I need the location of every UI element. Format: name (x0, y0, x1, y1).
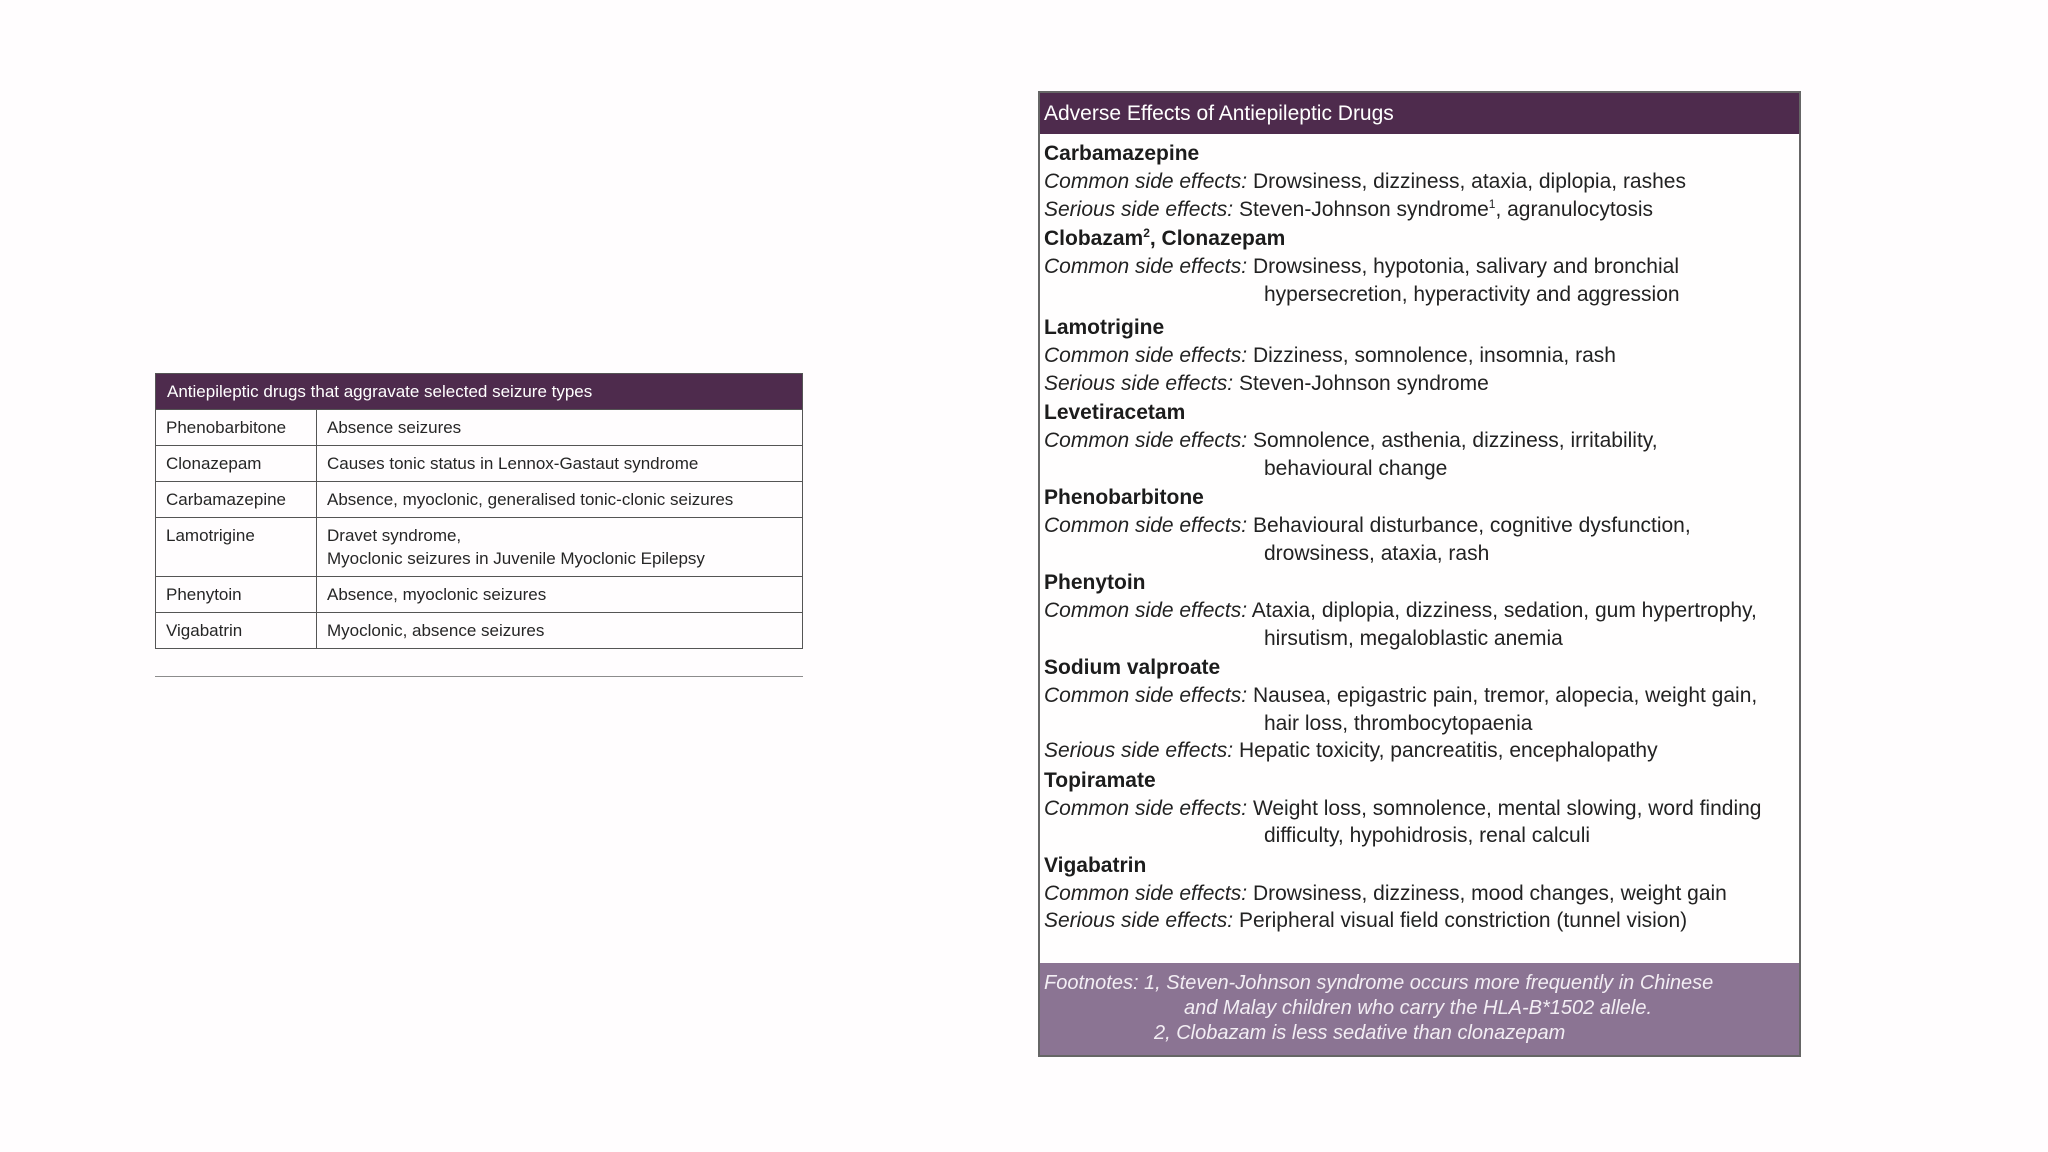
common-label: Common side effects: (1044, 514, 1248, 537)
drug-name: Sodium valproate (1044, 656, 1221, 679)
common-text: Ataxia, diplopia, dizziness, sedation, gum hypertrophy, (1251, 599, 1757, 622)
drug-entry-topiramate (1044, 767, 1795, 850)
table-row (156, 482, 803, 518)
common-text: Dizziness, somnolence, insomnia, rash (1252, 344, 1616, 367)
serious-label: Serious side effects: (1044, 909, 1234, 932)
drug-cell: Lamotrigine (156, 518, 317, 577)
drug-name: Phenytoin (1044, 571, 1146, 594)
panel-title: Adverse Effects of Antiepileptic Drugs (1040, 93, 1799, 134)
serious-label: Serious side effects: (1044, 739, 1234, 762)
footnote-marker: 1 (1488, 196, 1496, 211)
drug-entry-phenytoin (1044, 569, 1795, 652)
drug-cell: Carbamazepine (156, 482, 317, 518)
common-effects (1044, 342, 1795, 370)
common-effects (1044, 168, 1795, 196)
effect-line: Dravet syndrome, (327, 526, 462, 545)
common-label: Common side effects: (1044, 599, 1248, 622)
serious-text: Steven-Johnson syndrome (1238, 371, 1489, 395)
serious-label: Serious side effects: (1044, 371, 1234, 395)
effect-line: Myoclonic seizures in Juvenile Myoclonic Epilepsy (327, 549, 705, 568)
common-text-cont: drowsiness, ataxia, rash (1264, 541, 1490, 565)
serious-effects (1044, 196, 1795, 224)
common-text: Behavioural disturbance, cognitive dysfunction, (1252, 514, 1691, 537)
common-label: Common side effects: (1044, 255, 1248, 278)
drug-name: Lamotrigine (1044, 316, 1165, 339)
table-row (156, 577, 803, 613)
common-effects (1044, 253, 1795, 308)
serious-text: Peripheral visual field constriction (tunnel vision) (1238, 909, 1688, 932)
effect-cell: Absence, myoclonic seizures (317, 577, 803, 613)
common-label: Common side effects: (1044, 881, 1248, 905)
common-text: Somnolence, asthenia, dizziness, irritability, (1252, 429, 1658, 452)
table-title: Antiepileptic drugs that aggravate selected seizure types (156, 374, 803, 410)
drug-name: Vigabatrin (1044, 853, 1147, 877)
drug-entry-phenobarbitone (1044, 484, 1795, 567)
effect-cell (317, 518, 803, 577)
drug-cell: Phenobarbitone (156, 410, 317, 446)
table-row (156, 410, 803, 446)
common-text-cont: difficulty, hypohidrosis, renal calculi (1264, 824, 1591, 847)
drug-entry-carbamazepine (1044, 140, 1795, 223)
common-text-cont: behavioural change (1264, 456, 1448, 480)
adverse-effects-panel (1038, 91, 1801, 1057)
common-effects (1044, 795, 1795, 850)
footnote-line: Footnotes: 1, Steven-Johnson syndrome occurs more frequently in Chinese (1044, 972, 1714, 994)
footnote-marker: 2 (1143, 226, 1150, 240)
common-text: Drowsiness, hypotonia, salivary and bronchial (1252, 255, 1679, 278)
drug-name-tail: , Clonazepam (1149, 227, 1286, 250)
table-row (156, 518, 803, 577)
common-label: Common side effects: (1044, 344, 1248, 367)
common-text-cont: hypersecretion, hyperactivity and aggression (1264, 282, 1680, 306)
common-effects (1044, 880, 1795, 908)
serious-effects (1044, 370, 1795, 398)
drug-list (1040, 134, 1799, 935)
serious-text: Steven-Johnson syndrome (1238, 197, 1489, 221)
serious-label: Serious side effects: (1044, 197, 1234, 221)
footnote-line: and Malay children who carry the HLA-B*1502 allele. (1184, 997, 1653, 1019)
common-text: Weight loss, somnolence, mental slowing, word finding (1252, 796, 1762, 820)
common-effects (1044, 427, 1795, 482)
common-effects (1044, 597, 1795, 652)
table-row (156, 613, 803, 649)
common-effects (1044, 682, 1795, 737)
common-label: Common side effects: (1044, 684, 1248, 707)
drug-cell: Vigabatrin (156, 613, 317, 649)
aggravating-drugs-table (155, 373, 803, 649)
common-label: Common side effects: (1044, 429, 1248, 452)
drug-entry-clobazam (1044, 225, 1795, 308)
drug-entry-sodium-valproate (1044, 654, 1795, 765)
common-label: Common side effects: (1044, 170, 1248, 193)
drug-entry-vigabatrin (1044, 852, 1795, 935)
common-effects (1044, 512, 1795, 567)
effect-cell: Causes tonic status in Lennox-Gastaut syndrome (317, 446, 803, 482)
drug-name-text: Clobazam (1044, 227, 1144, 250)
divider (155, 676, 803, 677)
common-text-cont: hair loss, thrombocytopaenia (1264, 711, 1533, 735)
footnote-line: 2, Clobazam is less sedative than clonazepam (1154, 1022, 1566, 1044)
drug-name (1044, 225, 1795, 253)
drug-name: Phenobarbitone (1044, 486, 1204, 509)
common-text: Drowsiness, dizziness, ataxia, diplopia, rashes (1252, 170, 1686, 193)
aggravating-drugs-table-panel (155, 373, 803, 677)
table-row (156, 446, 803, 482)
effect-cell: Absence seizures (317, 410, 803, 446)
serious-effects (1044, 737, 1795, 765)
drug-cell: Clonazepam (156, 446, 317, 482)
common-text-cont: hirsutism, megaloblastic anemia (1264, 626, 1563, 650)
footnotes (1040, 963, 1799, 1055)
effect-cell: Myoclonic, absence seizures (317, 613, 803, 649)
serious-text-tail: , agranulocytosis (1495, 197, 1654, 221)
drug-cell: Phenytoin (156, 577, 317, 613)
common-text: Drowsiness, dizziness, mood changes, weight gain (1252, 881, 1727, 905)
common-text: Nausea, epigastric pain, tremor, alopecia, weight gain, (1252, 684, 1758, 707)
common-label: Common side effects: (1044, 796, 1248, 820)
serious-effects (1044, 907, 1795, 935)
effect-cell: Absence, myoclonic, generalised tonic-clonic seizures (317, 482, 803, 518)
serious-text: Hepatic toxicity, pancreatitis, encephalopathy (1238, 739, 1658, 762)
drug-name: Levetiracetam (1044, 401, 1186, 424)
drug-name: Carbamazepine (1044, 142, 1200, 165)
drug-entry-levetiracetam (1044, 399, 1795, 482)
drug-name: Topiramate (1044, 768, 1156, 792)
drug-entry-lamotrigine (1044, 314, 1795, 397)
